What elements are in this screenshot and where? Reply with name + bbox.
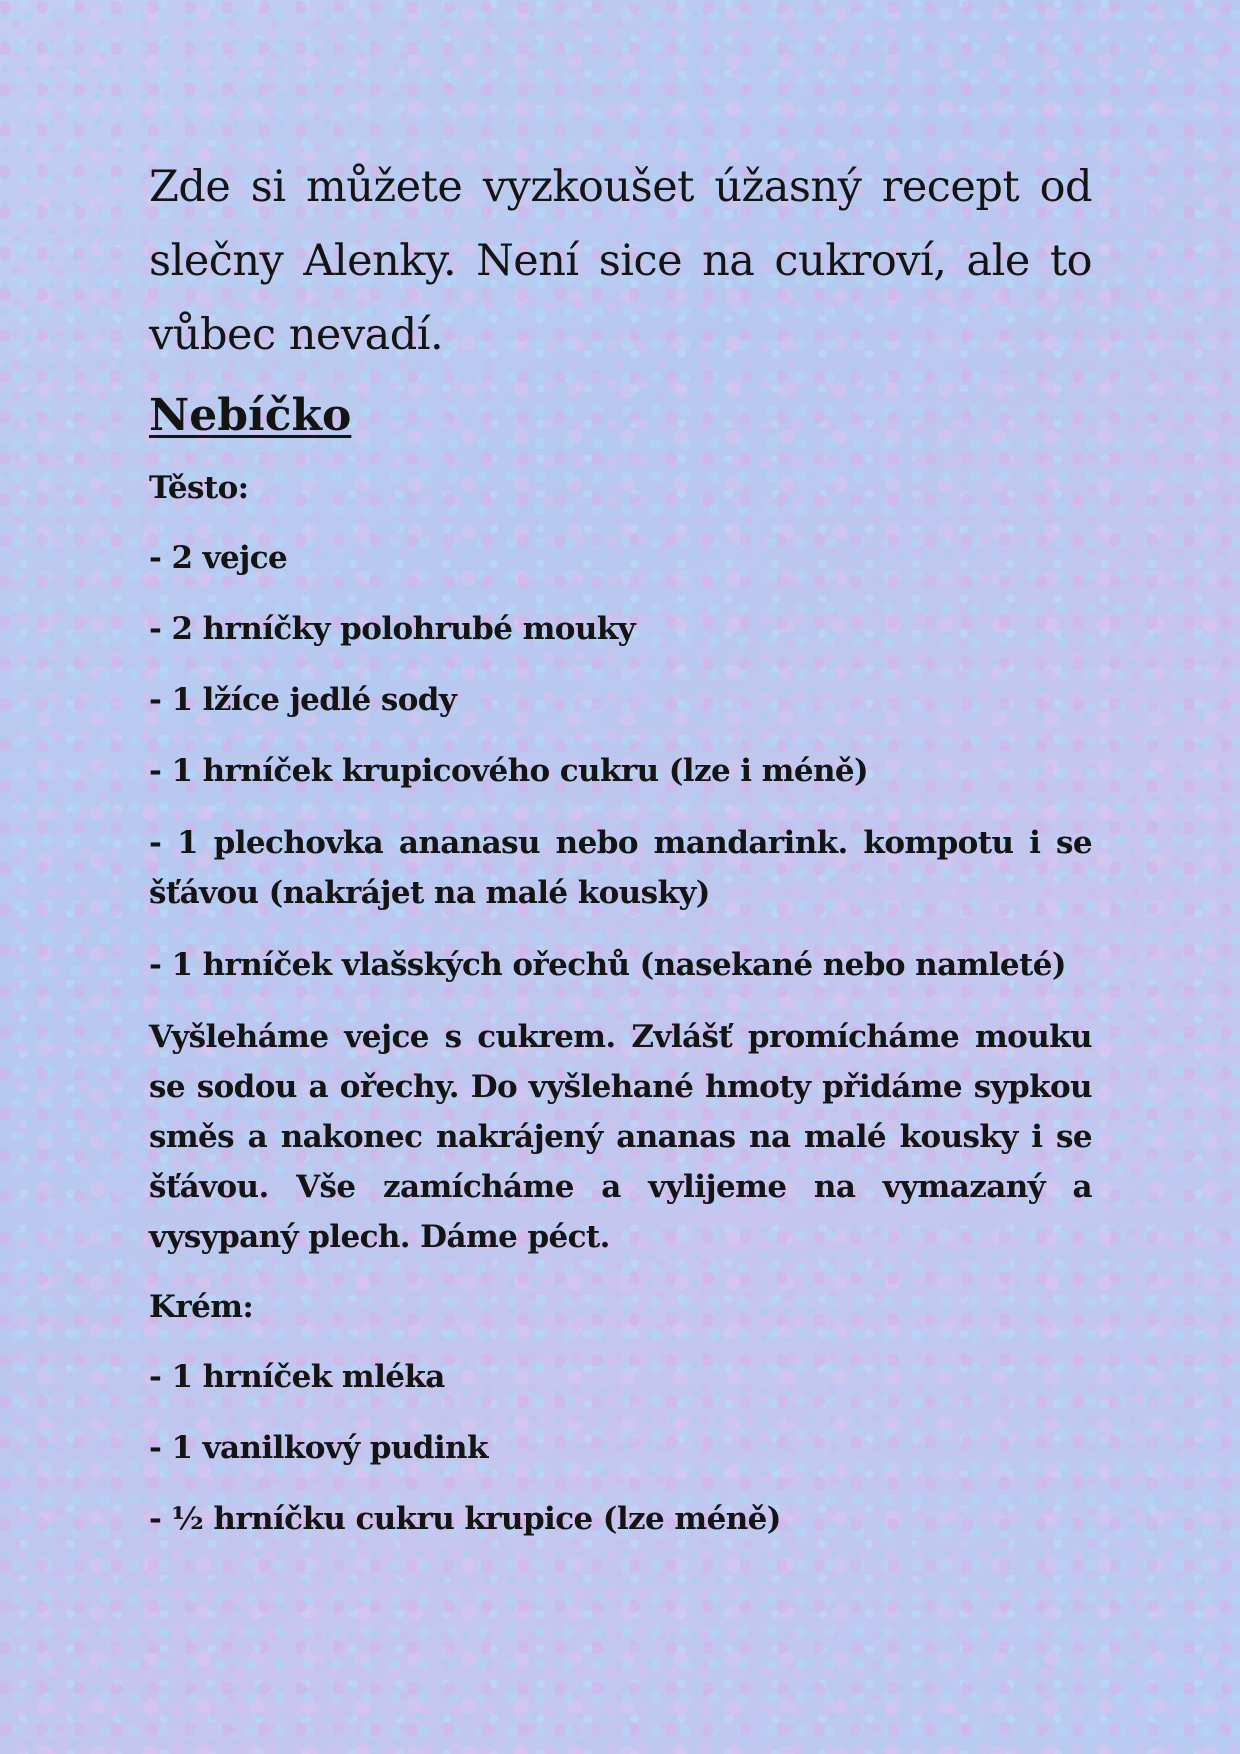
- dough-ingredients-list: [149, 534, 1092, 989]
- ingredient-item: - 2 hrníčky polohrubé mouky: [149, 611, 636, 647]
- recipe-page: [149, 150, 1092, 1566]
- ingredient-item: - 1 hrníček krupicového cukru (lze i méně): [149, 753, 869, 789]
- cream-section: [149, 1283, 1092, 1543]
- dough-method-paragraph: Vyšleháme vejce s cukrem. Zvlášť promícháme mouku se sodou a ořechy. Do vyšlehané hmoty přidáme sypkou směs a nakonec nakrájený ananas na malé kousky i se šťávou. Vše zamícháme a vylijeme na vymazaný a vysypaný plech. Dáme péct.: [149, 1019, 1092, 1255]
- cream-ingredients-list: [149, 1353, 1092, 1543]
- ingredient-item: - 1 vanilkový pudink: [149, 1430, 488, 1466]
- recipe-title: Nebíčko: [149, 390, 352, 441]
- ingredient-item: - 2 vejce: [149, 540, 288, 576]
- ingredient-item: - 1 plechovka ananasu nebo mandarink. kompotu i se šťávou (nakrájet na malé kousky): [149, 825, 1092, 911]
- dough-section: [149, 464, 1092, 1262]
- ingredient-item: - ½ hrníčku cukru krupice (lze méně): [149, 1501, 781, 1537]
- cream-label: Krém:: [149, 1289, 254, 1325]
- intro-paragraph: Zde si můžete vyzkoušet úžasný recept od slečny Alenky. Není sice na cukroví, ale to vůbec nevadí.: [149, 162, 1092, 360]
- ingredient-item: - 1 hrníček mléka: [149, 1359, 445, 1395]
- ingredient-item: - 1 lžíce jedlé sody: [149, 682, 457, 718]
- dough-label: Těsto:: [149, 470, 249, 506]
- ingredient-item: - 1 hrníček vlašských ořechů (nasekané nebo namleté): [149, 947, 1066, 983]
